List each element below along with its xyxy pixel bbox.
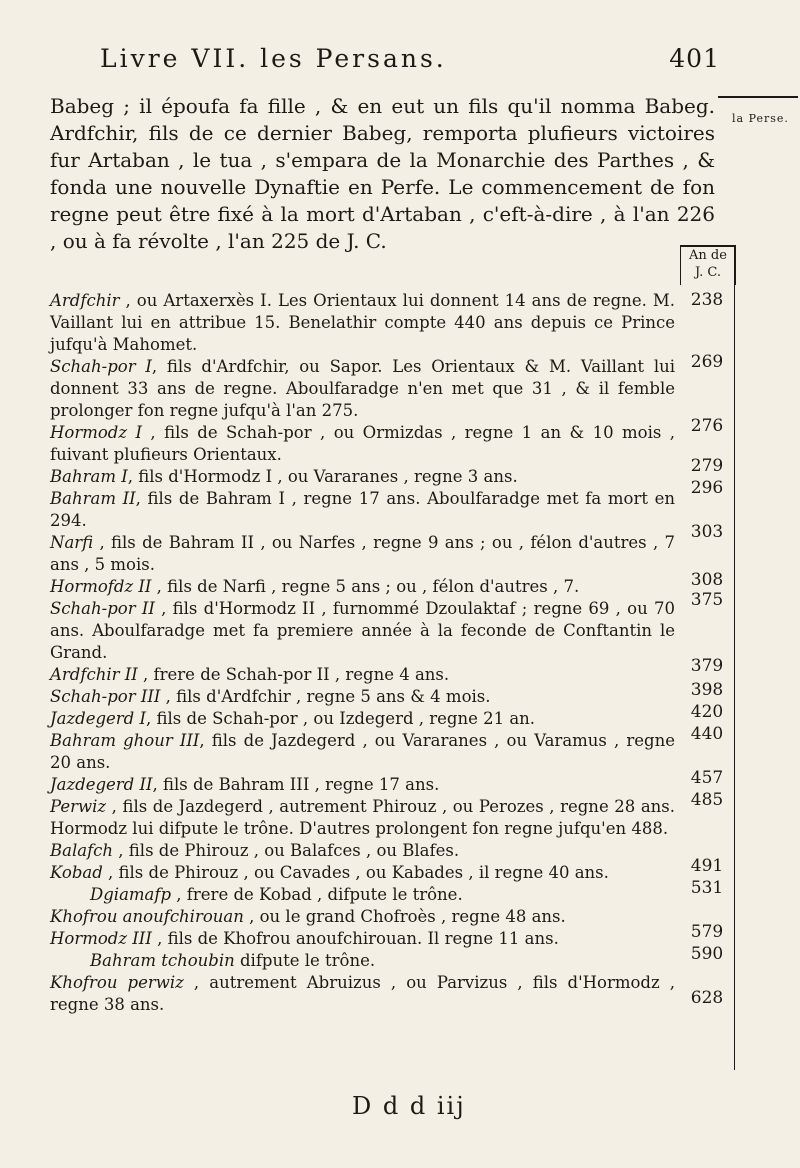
year-value: 531 (690, 878, 724, 898)
ruler-description: , fils de Bahram I , regne 17 ans. Aboulfaradge met fa mort en 294. (50, 489, 675, 530)
ruler-description: , fils de Phirouz , ou Balafces , ou Blafes. (113, 841, 460, 860)
margin-note: la Perse. (732, 112, 789, 125)
list-item (50, 950, 675, 972)
year-value: 276 (690, 416, 724, 436)
ruler-name: Jazdegerd II (50, 775, 153, 794)
list-item (50, 664, 675, 686)
ruler-description: , fils de Jazdegerd , ou Vararanes , ou Varamus , regne 20 ans. (50, 731, 675, 772)
year-value: 440 (690, 724, 724, 744)
ruler-description: , fils de Schah-por , ou Ormizdas , regne 1 an & 10 mois , fuivant plufieurs Orientaux. (50, 423, 676, 464)
year-value: 485 (690, 790, 724, 810)
year-column-header (680, 245, 736, 285)
ruler-name: Bahram ghour III (50, 731, 200, 750)
ruler-description: difpute le trône. (234, 951, 376, 970)
ruler-name: Dgiamafp (90, 885, 172, 904)
list-item (50, 862, 675, 884)
year-value: 590 (690, 944, 724, 964)
list-item (50, 730, 675, 774)
ruler-name: Khofrou perwiz (50, 973, 184, 992)
dynasty-list (50, 290, 675, 1016)
ruler-description: , fils de Schah-por , ou Izdegerd , regne 21 an. (146, 709, 536, 728)
year-value: 375 (690, 590, 724, 610)
year-value: 398 (690, 680, 724, 700)
ruler-description: , fils d'Ardfchir , regne 5 ans & 4 mois. (160, 687, 491, 706)
year-value: 308 (690, 570, 724, 590)
list-item (50, 796, 675, 840)
ruler-description: , fils de Phirouz , ou Cavades , ou Kabades , il regne 40 ans. (102, 863, 609, 882)
page-number: 401 (669, 44, 720, 73)
year-value: 457 (690, 768, 724, 788)
list-item (50, 840, 675, 862)
list-item (50, 598, 675, 664)
year-value: 303 (690, 522, 724, 542)
ruler-description: , fils d'Ardfchir, ou Sapor. Les Orientaux & M. Vaillant lui donnent 33 ans de regne. Aboulfaradge n'en met que 31 , & il femble prolonger fon regne jufqu'à l'an 275. (50, 357, 675, 420)
running-head (100, 44, 720, 73)
year-value: 628 (690, 988, 724, 1008)
list-item (50, 884, 675, 906)
ruler-description: , frere de Kobad , difpute le trône. (171, 885, 463, 904)
ruler-name: Balafch (50, 841, 114, 860)
intro-paragraph: Babeg ; il époufa fa fille , & en eut un fils qu'il nomma Babeg. Ardfchir, fils de ce dernier Babeg, remporta plufieurs victoires fur Artaban , le tua , s'empara de la Monarchie des Parthes , & fonda une nouvelle Dynaftie en Perfe. Le commencement de fon regne peut être fixé à la mort d'Artaban , c'eft-à-dire , à l'an 226 , ou à fa révolte , l'an 225 de J. C. (50, 94, 715, 253)
ruler-description: , autrement Abruizus , ou Parvizus , fils d'Hormodz , regne 38 ans. (50, 973, 676, 1014)
list-item (50, 532, 675, 576)
ruler-name: Bahram I (50, 467, 128, 486)
ruler-name: Hormodz I (50, 423, 142, 442)
list-item (50, 576, 675, 598)
ruler-description: , fils de Bahram III , regne 17 ans. (152, 775, 440, 794)
margin-rule (718, 96, 798, 98)
ruler-name: Jazdegerd I (50, 709, 147, 728)
list-item (50, 422, 675, 466)
list-item (50, 466, 675, 488)
ruler-name: Hormodz III (50, 929, 152, 948)
list-item (50, 356, 675, 422)
running-title: Livre VII. les Persans. (100, 44, 447, 73)
ruler-name: Ardfchir (50, 291, 120, 310)
ruler-description: , fils d'Hormodz II , furnommé Dzoulaktaf ; regne 69 , ou 70 ans. Aboulfaradge met fa premiere année à la feconde de Conftantin le Grand. (50, 599, 675, 662)
ruler-name: Ardfchir II (50, 665, 138, 684)
ruler-name: Hormofdz II (50, 577, 152, 596)
year-column-rule (734, 245, 735, 1070)
year-header-line2: J. C. (694, 265, 722, 280)
ruler-name: Perwiz (50, 797, 107, 816)
year-value: 238 (690, 290, 724, 310)
ruler-name: Bahram II (50, 489, 136, 508)
year-value: 279 (690, 456, 724, 476)
year-value: 491 (690, 856, 724, 876)
year-value: 269 (690, 352, 724, 372)
ruler-name: Khofrou anoufchirouan (50, 907, 244, 926)
ruler-description: , fils de Bahram II , ou Narfes , regne 9 ans ; ou , félon d'autres , 7 ans , 5 mois. (50, 533, 675, 574)
list-item (50, 972, 675, 1016)
ruler-name: Schah-por I (50, 357, 152, 376)
list-item (50, 686, 675, 708)
ruler-description: , frere de Schah-por II , regne 4 ans. (137, 665, 450, 684)
list-item (50, 488, 675, 532)
ruler-name: Narfi (50, 533, 94, 552)
ruler-name: Schah-por III (50, 687, 161, 706)
year-value: 420 (690, 702, 724, 722)
ruler-description: , fils d'Hormodz I , ou Vararanes , regne 3 ans. (127, 467, 518, 486)
ruler-description: , fils de Jazdegerd , autrement Phirouz , ou Perozes , regne 28 ans. Hormodz lui difpute le trône. D'autres prolongent fon regne jufqu'en 488. (50, 797, 675, 838)
year-value: 296 (690, 478, 724, 498)
ruler-name: Schah-por II (50, 599, 155, 618)
list-item (50, 290, 675, 356)
year-header-line1: An de (689, 248, 727, 263)
list-item (50, 906, 675, 928)
signature-mark: D d d iij (352, 1092, 466, 1120)
list-item (50, 708, 675, 730)
ruler-name: Kobad (50, 863, 103, 882)
year-value: 379 (690, 656, 724, 676)
ruler-description: , fils de Narfi , regne 5 ans ; ou , félon d'autres , 7. (151, 577, 580, 596)
year-value: 579 (690, 922, 724, 942)
ruler-description: , ou le grand Chofroès , regne 48 ans. (243, 907, 566, 926)
ruler-description: , fils de Khofrou anoufchirouan. Il regne 11 ans. (151, 929, 559, 948)
list-item (50, 928, 675, 950)
list-item (50, 774, 675, 796)
ruler-description: , ou Artaxerxès I. Les Orientaux lui donnent 14 ans de regne. M. Vaillant lui en attribue 15. Benelathir compte 440 ans depuis ce Prince jufqu'à Mahomet. (50, 291, 675, 354)
ruler-name: Bahram tchoubin (90, 951, 235, 970)
